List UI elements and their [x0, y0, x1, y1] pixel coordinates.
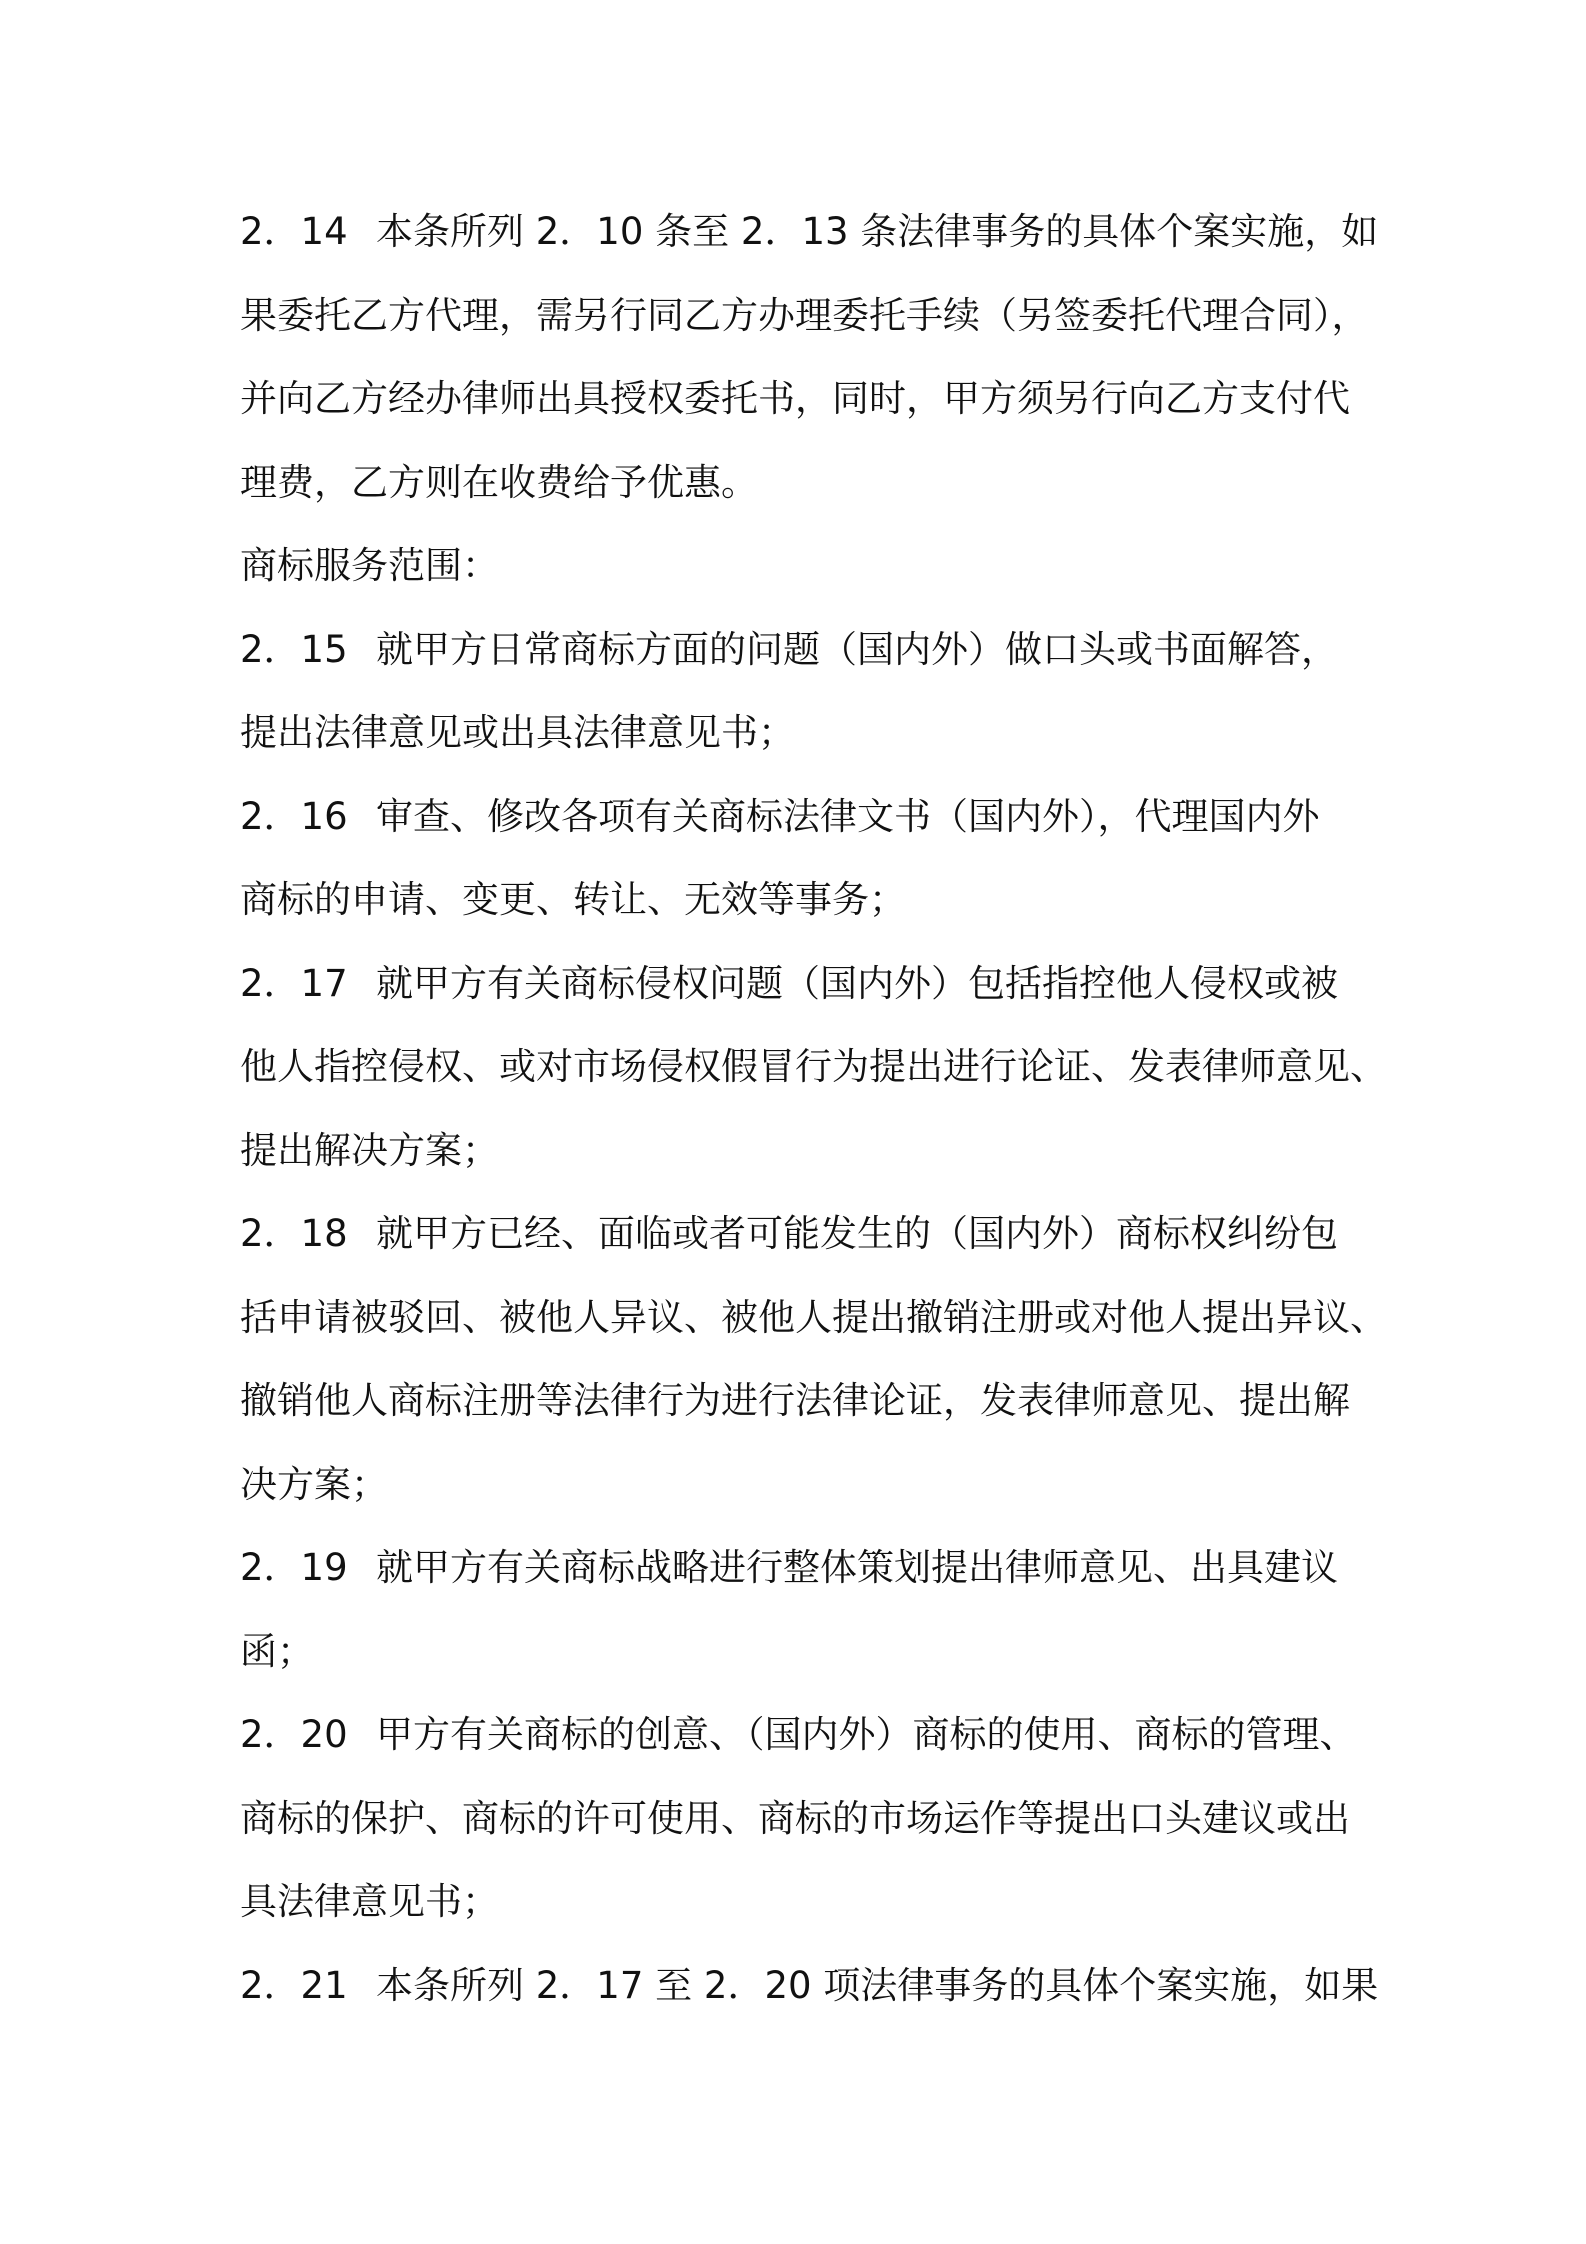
- text-line: [240, 608, 1370, 692]
- line-text: 具法律意见书；: [240, 1880, 499, 1923]
- text-line: [240, 1192, 1370, 1276]
- line-text: 甲方有关商标的创意、（国内外）商标的使用、商标的管理、: [376, 1713, 1357, 1756]
- line-text: 提出法律意见或出具法律意见书；: [240, 711, 795, 754]
- clause-number: 2．17: [240, 961, 348, 1005]
- clause-number: 2．16: [240, 794, 348, 838]
- text-line: [240, 1025, 1387, 1109]
- line-text: 审查、修改各项有关商标法律文书（国内外），代理国内外: [376, 794, 1320, 838]
- clause-number: 2．14: [240, 210, 348, 253]
- line-text: 函；: [240, 1629, 314, 1673]
- line-text: 商标的申请、变更、转让、无效等事务；: [240, 878, 906, 921]
- clause-number: 2．21: [240, 1963, 348, 2007]
- line-text: 商标的保护、商标的许可使用、商标的市场运作等提出口头建议或出: [240, 1796, 1350, 1840]
- text-line: [240, 1276, 1387, 1360]
- text-line: [240, 1693, 1370, 1777]
- line-text: 他人指控侵权、或对市场侵权假冒行为提出进行论证、发表律师意见、: [240, 1045, 1387, 1088]
- text-line: [240, 775, 1370, 859]
- clause-number: 2．15: [240, 627, 348, 671]
- text-line: [240, 1777, 1370, 1861]
- line-text: 就甲方已经、面临或者可能发生的（国内外）商标权纠纷包: [376, 1212, 1338, 1255]
- text-line: [240, 1109, 1370, 1193]
- text-line: [240, 1359, 1370, 1443]
- line-text: 就甲方有关商标侵权问题（国内外）包括指控他人侵权或被: [376, 961, 1338, 1005]
- text-line: [240, 1526, 1370, 1610]
- section-heading: [240, 524, 1370, 608]
- text-line: [240, 274, 1370, 358]
- line-text: 就甲方日常商标方面的问题（国内外）做口头或书面解答，: [376, 627, 1338, 671]
- line-text: 果委托乙方代理，需另行同乙方办理委托手续（另签委托代理合同），: [240, 293, 1369, 337]
- line-text: 括申请被驳回、被他人异议、被他人提出撤销注册或对他人提出异议、: [240, 1295, 1387, 1339]
- line-text: 决方案；: [240, 1462, 388, 1506]
- line-text: 就甲方有关商标战略进行整体策划提出律师意见、出具建议: [376, 1546, 1338, 1589]
- text-line: [240, 357, 1370, 441]
- text-line: [240, 1860, 1370, 1944]
- line-text: 并向乙方经办律师出具授权委托书，同时，甲方须另行向乙方支付代: [240, 377, 1350, 420]
- line-text: 本条所列 2．10 条至 2．13 条法律事务的具体个案实施，如: [376, 210, 1379, 253]
- text-line: [240, 441, 1370, 525]
- clause-number: 2．18: [240, 1212, 348, 1255]
- text-line: [240, 942, 1370, 1026]
- clause-number: 2．20: [240, 1713, 348, 1756]
- text-line: [240, 691, 1370, 775]
- text-line: [240, 1610, 1370, 1694]
- document-body: [240, 190, 1387, 2027]
- clause-number: 2．19: [240, 1546, 348, 1589]
- line-text: 撤销他人商标注册等法律行为进行法律论证，发表律师意见、提出解: [240, 1379, 1350, 1422]
- line-text: 提出解决方案；: [240, 1128, 499, 1172]
- text-line: [240, 190, 1379, 274]
- line-text: 本条所列 2．17 至 2．20 项法律事务的具体个案实施，如果: [376, 1963, 1379, 2007]
- text-line: [240, 858, 1370, 942]
- line-text: 理费，乙方则在收费给予优惠。: [240, 460, 758, 504]
- line-text: 商标服务范围：: [240, 544, 499, 587]
- text-line: [240, 1944, 1379, 2028]
- text-line: [240, 1443, 1370, 1527]
